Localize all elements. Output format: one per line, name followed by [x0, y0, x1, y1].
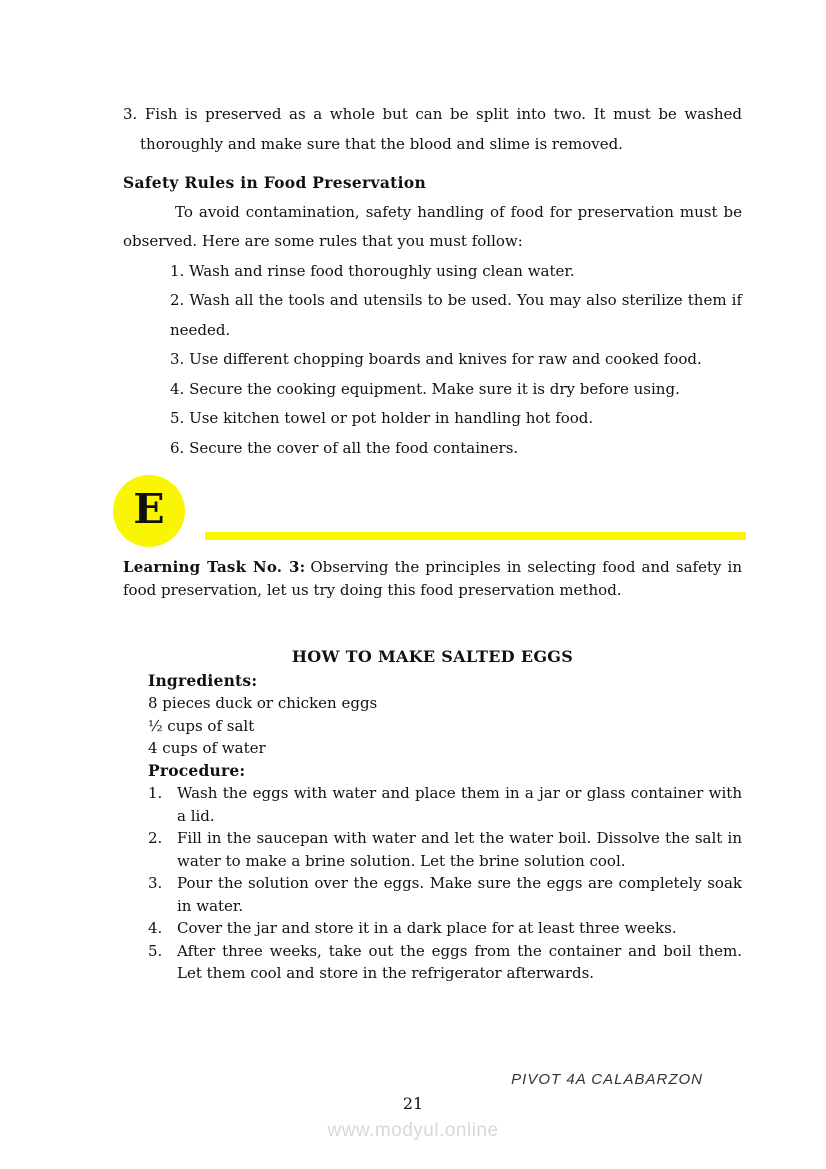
- step-number: 1.: [148, 784, 163, 802]
- ingredient-item: 4 cups of water: [148, 739, 266, 757]
- fish-preservation-item: 3. Fish is preserved as a whole but can be split into two. It must be washed thoroughly and make sure that the blood and slime is removed.: [123, 105, 742, 153]
- recipe-title: HOW TO MAKE SALTED EGGS: [291, 647, 574, 666]
- safety-rule: 4. Secure the cooking equipment. Make sure it is dry before using.: [170, 379, 680, 398]
- safety-rule: 3. Use different chopping boards and knives for raw and cooked food.: [170, 350, 702, 368]
- ingredient-item: ½ cups of salt: [148, 716, 255, 735]
- safety-intro-paragraph: To avoid contamination, safety handling of food for preservation must be observed. Here are some rules that you must follow:: [123, 202, 742, 250]
- footer-brand: PIVOT 4A CALABARZON: [511, 1071, 703, 1088]
- step-number: 2.: [148, 829, 163, 847]
- ingredient-item: 8 pieces duck or chicken eggs: [148, 694, 378, 712]
- step-number: 4.: [148, 919, 163, 937]
- safety-rule: 2. Wash all the tools and utensils to be used. You may also sterilize them if needed.: [170, 291, 742, 339]
- safety-rules-list: [170, 257, 742, 464]
- safety-rule: 1. Wash and rinse food thoroughly using clean water.: [170, 261, 575, 280]
- step-number: 3.: [148, 874, 163, 892]
- section-marker-e-circle: [113, 475, 185, 547]
- safety-rule: 6. Secure the cover of all the food containers.: [170, 438, 519, 457]
- procedure-step: [148, 827, 742, 872]
- learning-task-text: Observing the principles in selecting food and safety in food preservation, let us try doing this food preservation method.: [123, 558, 743, 599]
- procedure-step: [148, 917, 742, 940]
- procedure-step: [148, 940, 742, 985]
- page-content: [123, 100, 742, 985]
- learning-task-label: Learning Task No. 3:: [123, 558, 306, 576]
- safety-rule: 5. Use kitchen towel or pot holder in handling hot food.: [170, 409, 594, 427]
- step-text: Cover the jar and store it in a dark place for at least three weeks.: [177, 919, 677, 937]
- step-number: 5.: [148, 941, 163, 960]
- procedure-step: [148, 782, 742, 827]
- step-text: Pour the solution over the eggs. Make sure the eggs are completely soak in water.: [177, 874, 742, 915]
- yellow-divider-line: [205, 532, 746, 540]
- step-text: Fill in the saucepan with water and let the water boil. Dissolve the salt in water to make a brine solution. Let the brine solution cool.: [177, 829, 742, 870]
- safety-rules-heading: Safety Rules in Food Preservation: [123, 173, 427, 192]
- page-number: 21: [402, 1094, 424, 1113]
- learning-task-paragraph: [123, 556, 742, 602]
- recipe-block: [148, 646, 742, 985]
- procedure-step: [148, 872, 742, 917]
- section-letter-e: E: [133, 484, 165, 533]
- step-text: Wash the eggs with water and place them in a jar or glass container with a lid.: [177, 784, 742, 825]
- step-text: After three weeks, take out the eggs from the container and boil them. Let them cool and store in the refrigerator afterwards.: [177, 941, 742, 982]
- watermark-url: www.modyul.online: [327, 1120, 499, 1141]
- section-marker-row: [113, 475, 742, 547]
- ingredients-heading: Ingredients:: [148, 670, 258, 690]
- procedure-heading: Procedure:: [148, 760, 246, 780]
